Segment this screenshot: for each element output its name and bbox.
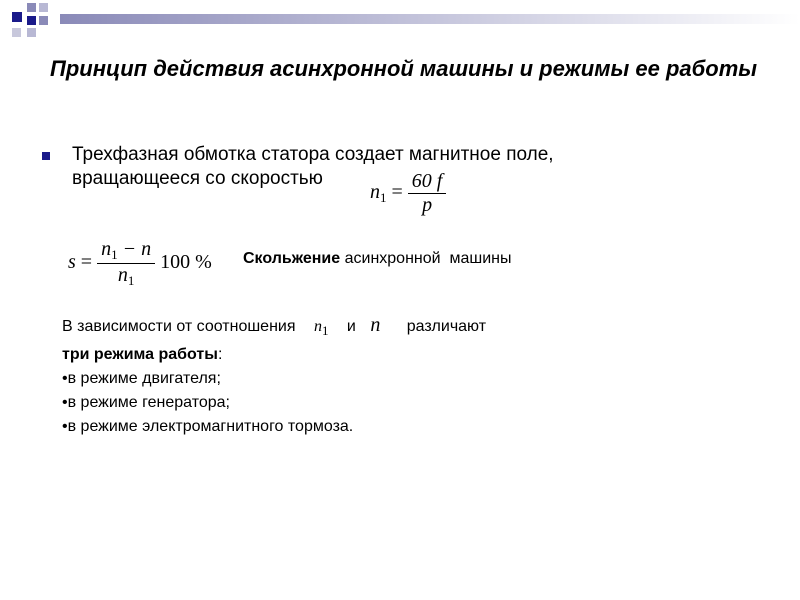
mode-item-generator: •в режиме генератора; (62, 394, 230, 411)
formula-slip (68, 238, 212, 289)
decorative-header-squares (0, 0, 800, 40)
modes-intro-text: В зависимости от соотношения (62, 318, 296, 335)
modes-var-n: n (370, 314, 381, 336)
bullet-line-1: Трехфазная обмотка статора создает магнитное поле, (72, 144, 554, 165)
mode-item-brake: •в режиме электромагнитного тормоза. (62, 418, 354, 435)
formula-s-numerator (97, 238, 155, 263)
formula-n1-fraction (408, 170, 447, 217)
formula-n1-denominator: p (408, 193, 447, 217)
formula-s-num-var: n (101, 238, 112, 260)
modes-intro (62, 313, 486, 343)
formula-s-num-op: − n (117, 238, 152, 260)
formula-s-num-sub: 1 (111, 247, 118, 262)
formula-n1 (370, 170, 446, 217)
formula-n1-lhs-sub: 1 (380, 190, 387, 206)
modes-heading (62, 343, 486, 367)
bullet-line-2: вращающееся со скоростью (72, 168, 323, 189)
bullet-square-icon (42, 152, 50, 160)
formula-s-factor: 100 % (160, 251, 212, 274)
formula-s-denominator (97, 263, 155, 289)
formula-s-eq: = (80, 251, 93, 274)
formula-n1-numerator: 60 f (411, 170, 443, 192)
formula-n1-lhs: n (370, 181, 380, 204)
formula-s-fraction (97, 238, 155, 289)
formula-s-den-var: n (117, 264, 128, 286)
modes-heading-colon: : (217, 346, 223, 363)
modes-var-n1-letter: n (313, 318, 322, 335)
formula-s-den-sub: 1 (127, 273, 135, 288)
slip-label (243, 250, 511, 268)
slip-label-rest: асинхронной машины (340, 250, 512, 267)
modes-intro-end: различают (406, 318, 487, 335)
modes-block (62, 313, 486, 439)
modes-and: и (346, 318, 356, 335)
slip-label-bold: Скольжение (243, 250, 341, 267)
mode-item-motor: •в режиме двигателя; (62, 370, 221, 387)
modes-var-n1-sub: 1 (321, 323, 329, 338)
formula-s-lhs: s (68, 251, 76, 274)
modes-var-n1 (313, 318, 329, 338)
formula-n1-eq: = (391, 181, 403, 204)
slide-title: Принцип действия асинхронной машины и режимы ее работы (50, 56, 758, 81)
modes-heading-bold: три режима работы (62, 346, 218, 363)
